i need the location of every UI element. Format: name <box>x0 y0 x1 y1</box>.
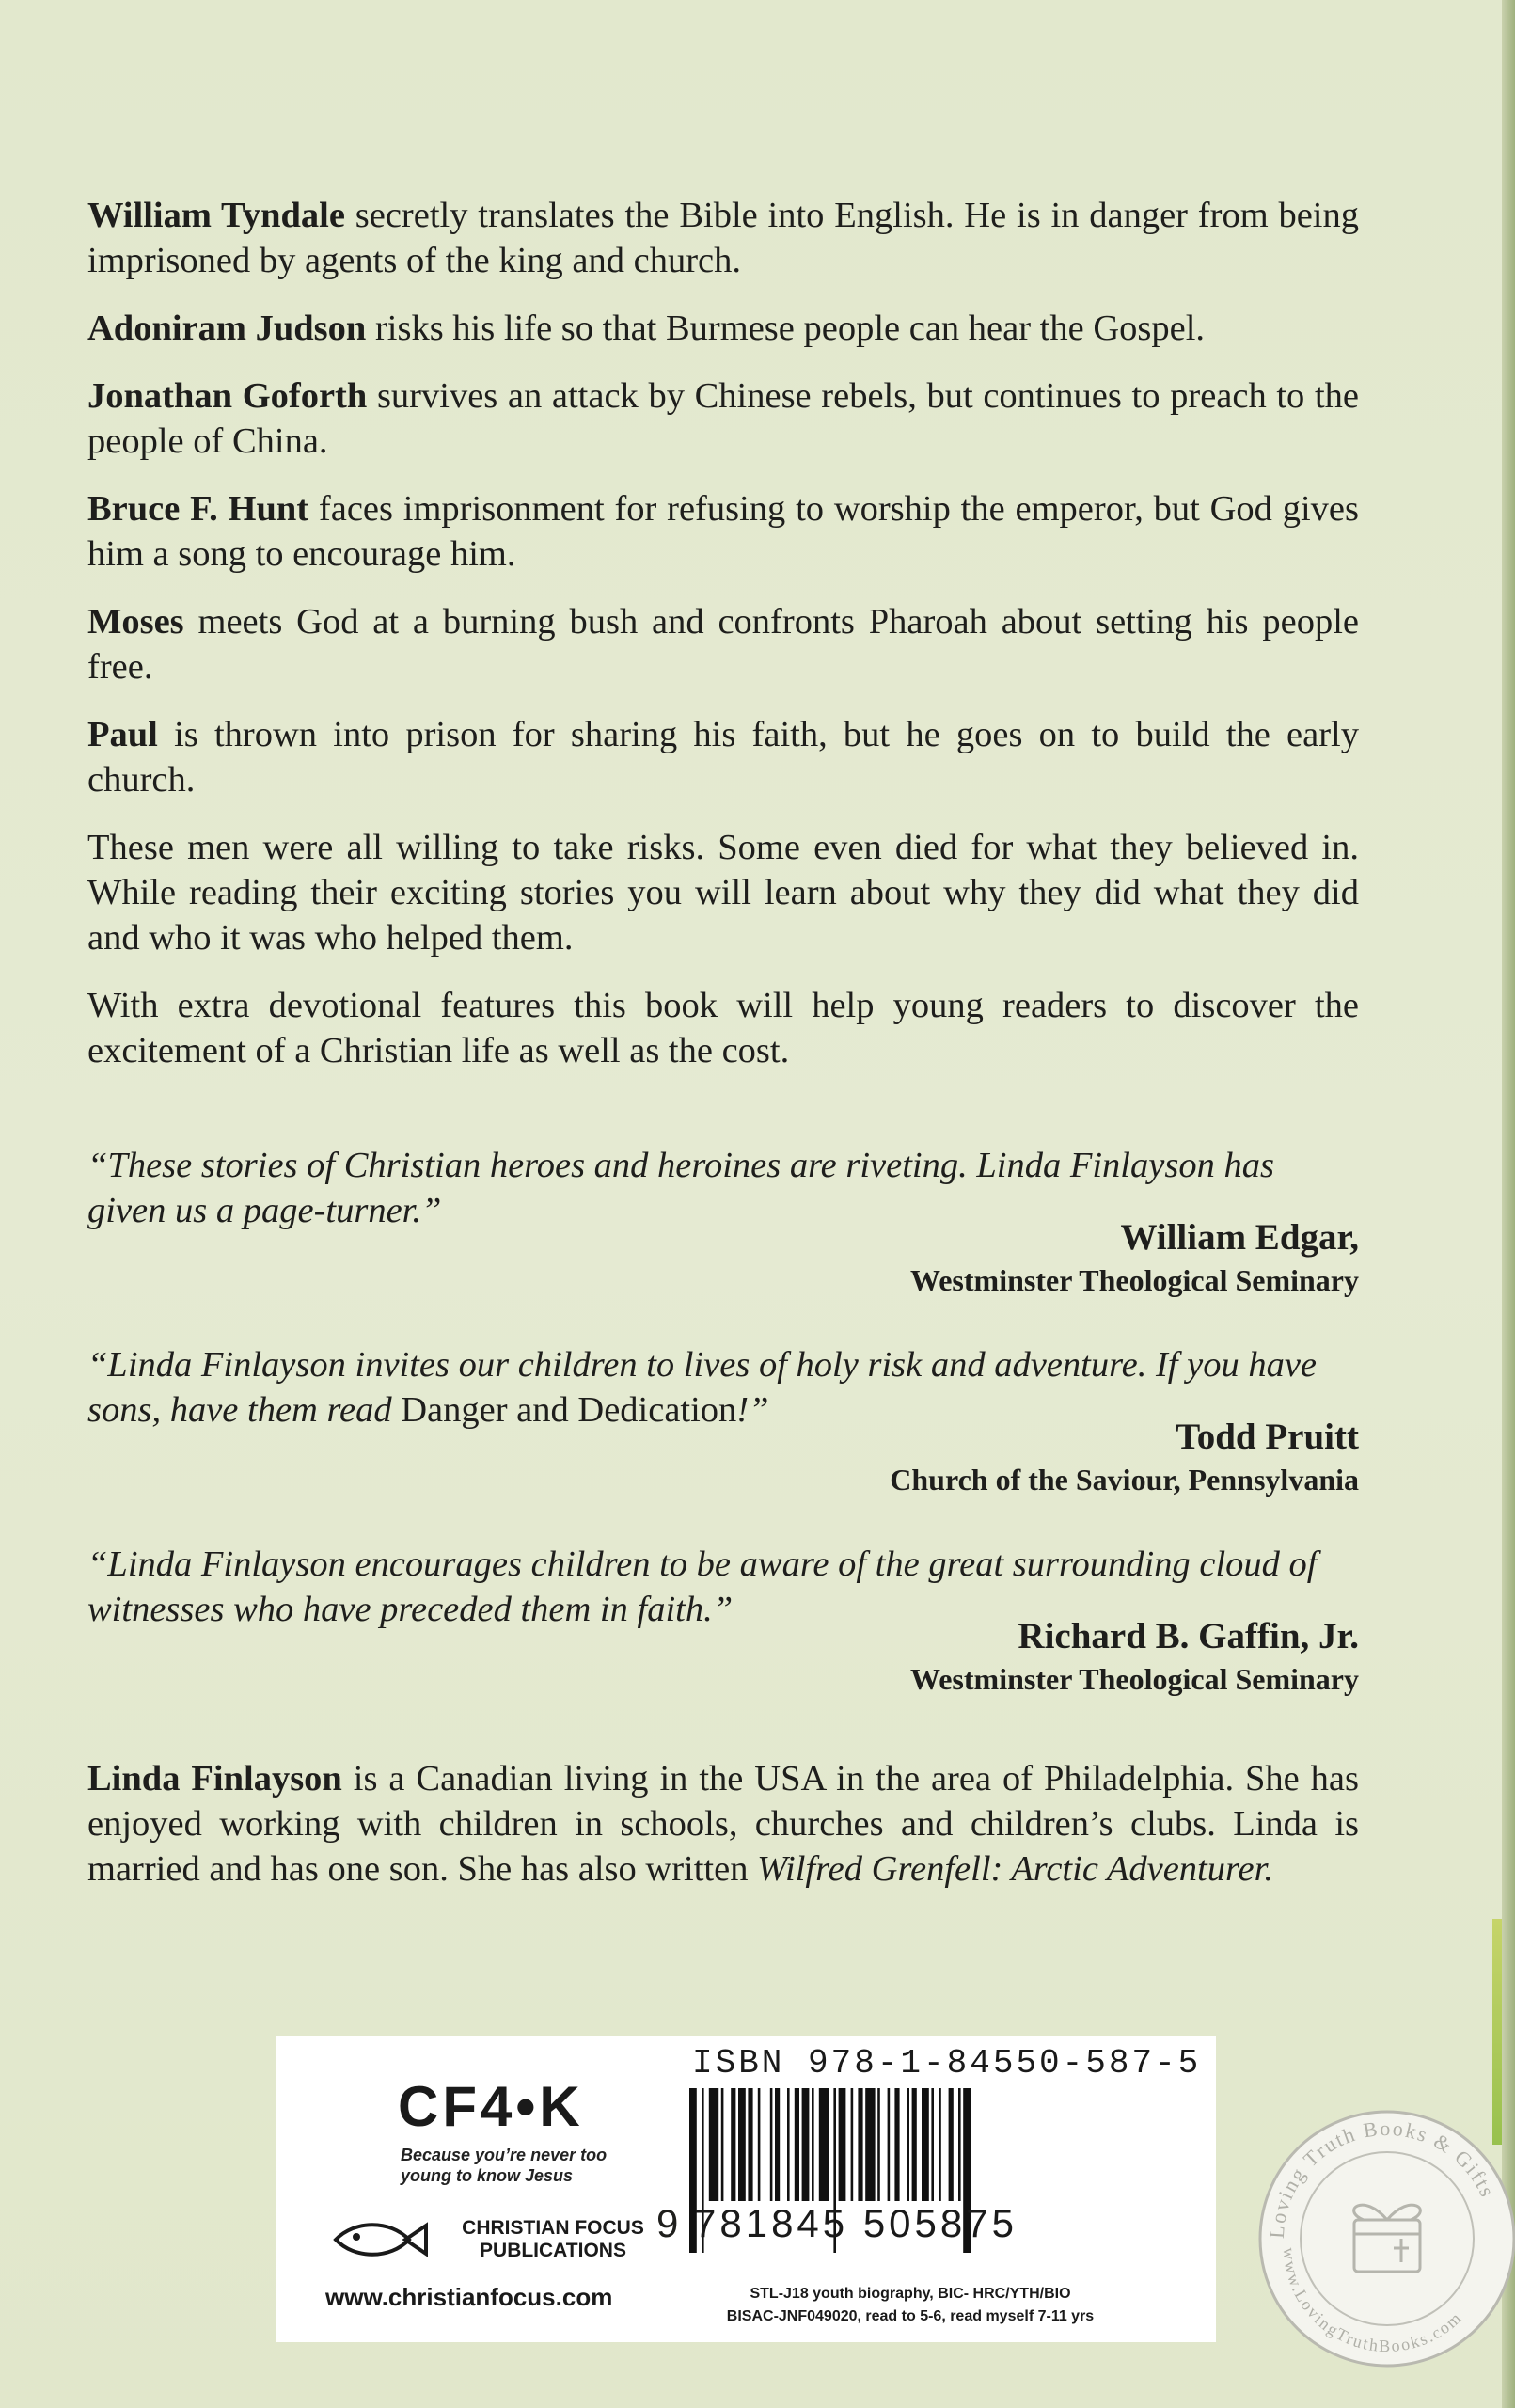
barcode-digits: 781845 505875 <box>694 2201 1018 2245</box>
endorsement-text-start: “Linda Finlayson invites our children to lives of holy risk and adventure. If you have sons, have them read <box>87 1345 1318 1430</box>
barcode-bar <box>888 2088 891 2201</box>
blurb-text: secretly translates the Bible into English. He is in danger from being imprisoned by agents of the king and church. <box>87 196 1359 280</box>
bookstore-seal <box>1251 2098 1515 2380</box>
endorsement-text: “These stories of Christian heroes and heroines are riveting. Linda Finlayson has given us a page-turner.” <box>87 1146 1274 1230</box>
blurb-text: is thrown into prison for sharing his faith, but he goes on to build the early church. <box>87 715 1359 800</box>
endorser-org: Westminster Theological Seminary <box>909 1662 1359 1696</box>
barcode-bar <box>721 2088 724 2201</box>
barcode-bar <box>787 2088 790 2201</box>
summary-paragraph: These men were all willing to take risks. Some even died for what they believed in. While reading their exciting stories you will learn about why they did what they did and who it was who helped them. <box>87 828 1359 958</box>
barcode-bar <box>894 2088 899 2201</box>
barcode-bar <box>770 2088 773 2201</box>
endorsements <box>87 1143 1359 1700</box>
barcode-bar <box>851 2088 854 2201</box>
barcode-bar <box>758 2088 761 2201</box>
barcode-bar <box>931 2088 934 2201</box>
imprint-tagline: Because you’re never too young to know Jesus <box>401 2146 608 2185</box>
blurb-name: Jonathan Goforth <box>87 376 368 416</box>
barcode-lead-digit: 9 <box>656 2201 679 2245</box>
barcode-bar <box>858 2088 862 2201</box>
endorsement-pruitt <box>87 1342 1359 1500</box>
book-spine-edge <box>1502 0 1515 2408</box>
blurb-moses <box>87 599 1359 689</box>
barcode-bar <box>738 2088 746 2201</box>
barcode-bar <box>802 2088 810 2201</box>
blurb-goforth <box>87 373 1359 464</box>
endorser-org: Church of the Saviour, Pennsylvania <box>890 1463 1359 1497</box>
blurb-name: Paul <box>87 715 158 754</box>
barcode-bar <box>877 2088 880 2201</box>
features-paragraph: With extra devotional features this book will help young readers to discover the excitement of a Christian life as well as the cost. <box>87 986 1359 1070</box>
endorser-name: Richard B. Gaffin, Jr. <box>1018 1616 1359 1656</box>
barcode-bar <box>907 2088 909 2201</box>
book-title-reference: Danger and Dedication <box>401 1390 737 1430</box>
barcode-bar <box>748 2088 752 2201</box>
endorsement-edgar <box>87 1143 1359 1301</box>
classification-line: BISAC-JNF049020, read to 5-6, read myself 7-11 yrs <box>726 2308 1095 2324</box>
barcode-bar <box>949 2088 954 2201</box>
barcode-bar <box>819 2088 829 2201</box>
barcode-bar <box>839 2088 846 2201</box>
endorsement-text-end: !” <box>736 1390 769 1430</box>
cover-text <box>87 193 1359 1914</box>
endorser-name: William Edgar, <box>1120 1217 1359 1258</box>
barcode-bar <box>922 2088 929 2201</box>
author-other-book: Wilfred Grenfell: Arctic Adventurer. <box>757 1849 1273 1889</box>
endorser-name: Todd Pruitt <box>1176 1417 1359 1457</box>
author-name: Linda Finlayson <box>87 1759 342 1798</box>
blurb-text: risks his life so that Burmese people can hear the Gospel. <box>366 309 1206 348</box>
endorsement-text: “Linda Finlayson encourages children to be aware of the great surrounding cloud of witnesses who have preceded them in faith.” <box>87 1545 1318 1629</box>
publisher-name: CHRISTIAN FOCUS PUBLICATIONS <box>462 2217 644 2261</box>
publisher-website: www.christianfocus.com <box>325 2283 613 2311</box>
isbn-label: ISBN 978-1-84550-587-5 <box>692 2044 1202 2083</box>
seal-url: www.LovingTruthBooks.com <box>1279 2246 1466 2356</box>
blurb-text: survives an attack by Chinese rebels, but continues to preach to the people of China. <box>87 376 1359 461</box>
blurb-name: William Tyndale <box>87 196 345 235</box>
classification-line: STL-J18 youth biography, BIC- HRC/YTH/BIO <box>750 2286 1071 2302</box>
barcode-bar <box>731 2088 735 2201</box>
barcode-bar <box>865 2088 875 2201</box>
barcode-bar <box>812 2088 814 2201</box>
barcode-bar <box>912 2088 917 2201</box>
blurb-text: meets God at a burning bush and confronts Pharoah about setting his people free. <box>87 602 1359 687</box>
blurb-hunt <box>87 486 1359 577</box>
blurb-name: Adoniram Judson <box>87 309 367 348</box>
barcode-panel <box>276 2036 1216 2342</box>
blurb-paul <box>87 712 1359 802</box>
blurb-name: Bruce F. Hunt <box>87 489 309 529</box>
barcode-bar <box>709 2088 718 2201</box>
barcode-bar <box>958 2088 961 2201</box>
endorser-org: Westminster Theological Seminary <box>909 1263 1359 1297</box>
author-bio <box>87 1756 1359 1892</box>
endorsement-gaffin <box>87 1542 1359 1700</box>
blurb-text: faces imprisonment for refusing to worship the emperor, but God gives him a song to encourage him. <box>87 489 1359 574</box>
seal-text: Loving Truth Books & Gifts <box>1264 2115 1501 2240</box>
blurb-tyndale <box>87 193 1359 283</box>
cf4k-logo: CF4•K <box>398 2075 584 2138</box>
classification-info <box>703 2283 1117 2328</box>
blurb-name: Moses <box>87 602 184 642</box>
barcode-bar <box>795 2088 799 2201</box>
barcode-bar <box>939 2088 941 2201</box>
fish-icon <box>332 2218 430 2261</box>
barcode-bar <box>775 2088 780 2201</box>
blurb-judson <box>87 306 1359 351</box>
author-bio-text: is a Canadian living in the USA in the area of Philadelphia. She has enjoyed working with children in schools, churches and children’s clubs. Linda is married and has one son. She has also written <box>87 1759 1359 1889</box>
